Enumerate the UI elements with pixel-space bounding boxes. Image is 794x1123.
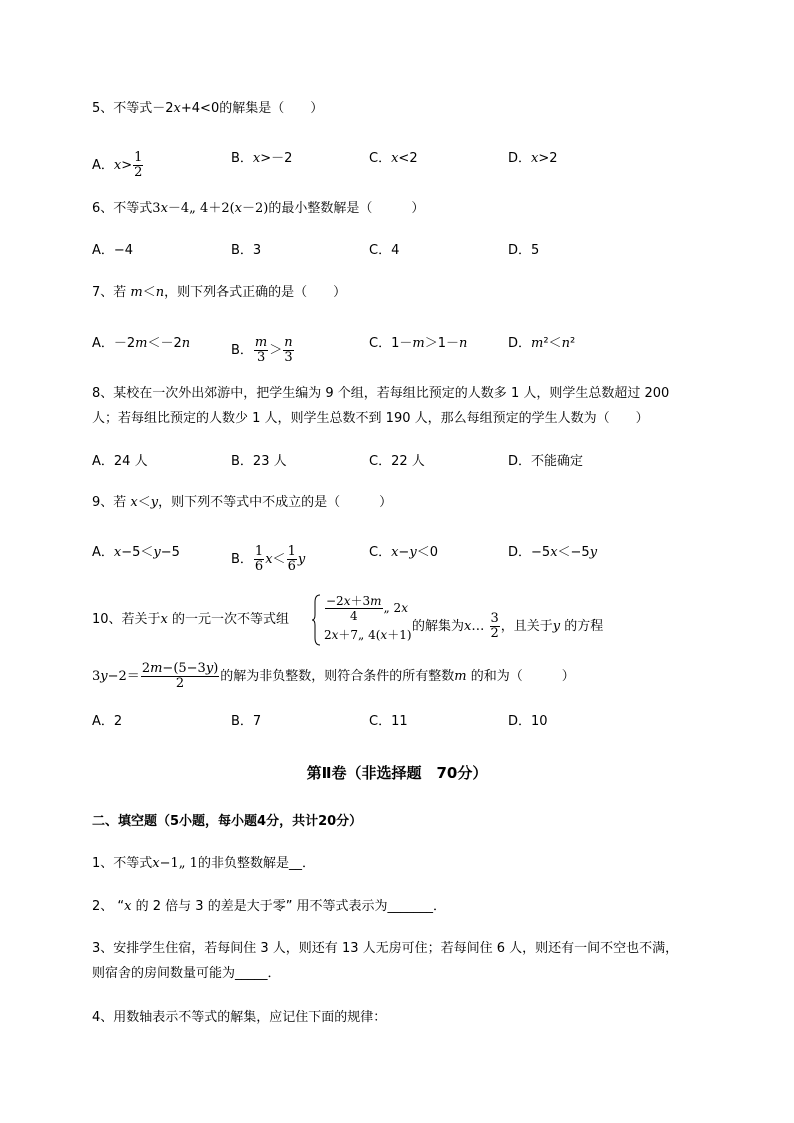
q7-option-a: A．－2m＜－2n xyxy=(92,336,191,351)
q8-stem-line1: 8、某校在一次外出郊游中，把学生编为 9 个组，若每组比预定的人数多 1 人，则学生总数超过 200 xyxy=(92,386,670,401)
fill-q4: 4、用数轴表示不等式的解集，应记住下面的规律： xyxy=(92,1010,387,1025)
q8-stem-line2: 人；若每组比预定的人数少 1 人，则学生总数不到 190 人，那么每组预定的学生人数为（ ） xyxy=(92,411,649,426)
q10-option-b: B．7 xyxy=(231,714,262,729)
fill-q3-line2: 则宿舍的房间数量可能为_____． xyxy=(92,966,281,981)
q6-option-d: D．5 xyxy=(508,243,540,258)
q8-option-a: A．24 人 xyxy=(92,454,148,469)
q10-system-row2: 2x＋7„ 4(x＋1) xyxy=(324,628,412,642)
q9-option-c: C．x−y＜0 xyxy=(369,545,438,560)
q8-option-d: D．不能确定 xyxy=(508,454,584,469)
q8-option-c: C．22 人 xyxy=(369,454,425,469)
q10-system-row1: $\frac{-2x+3m}{4}$ „ 2x xyxy=(326,594,408,623)
q10-equation-line: 3y−2＝ $\frac{2m-(5-3y)}{2}$ 的解为非负整数，则符合条件的所有整数m 的和为（ ） xyxy=(92,661,575,691)
fill-q2: 2、 “x 的 2 倍与 3 的差是大于零” 用不等式表示为_______． xyxy=(92,899,447,914)
q8-option-b: B．23 人 xyxy=(231,454,287,469)
q10-stem-post: 的解集为x… $\frac{3}{2}$ ，且关于y 的方程 xyxy=(412,611,604,641)
q7-stem: 7、若 m＜n，则下列各式正确的是（ ） xyxy=(92,285,347,300)
q5-option-b: B．x>－2 xyxy=(231,151,293,166)
q5-stem xyxy=(92,101,323,117)
q6-option-b: B．3 xyxy=(231,243,262,258)
q5-stem-text: 5、不等式－2x+4<0的解集是（ ） xyxy=(92,101,324,116)
q9-option-b: B． $\frac{1}{6}$ x＜ $\frac{1}{6}$ y xyxy=(231,544,306,574)
q6-option-a: A．−4 xyxy=(92,243,134,258)
q9-option-a: A．x−5＜y−5 xyxy=(92,545,180,560)
q7-option-d: D．m²＜n² xyxy=(508,336,576,351)
q5-option-a: A．x> $\frac{1}{2}$ xyxy=(92,150,143,180)
q7-option-b: B． $\frac{m}{3}$ ＞ $\frac{n}{3}$ xyxy=(231,335,293,365)
section-fill-in-heading: 二、填空题（5小题，每小题4分，共计20分） xyxy=(92,814,363,829)
q10-option-c: C．11 xyxy=(369,714,408,729)
q5-option-d: D．x>2 xyxy=(508,151,558,166)
q9-option-d: D．−5x＜−5y xyxy=(508,545,598,560)
q10-inequality-system xyxy=(312,594,412,646)
q9-stem: 9、若 x＜y，则下列不等式中不成立的是（ ） xyxy=(92,495,393,510)
fill-q3-line1: 3、安排学生住宿，若每间住 3 人，则还有 13 人无房可住；若每间住 6 人，则还有一间不空也不满， xyxy=(92,941,679,956)
q10-option-d: D．10 xyxy=(508,714,548,729)
brace-icon xyxy=(312,594,322,646)
q6-option-c: C．4 xyxy=(369,243,400,258)
q5-option-c: C．x<2 xyxy=(369,151,418,166)
fill-q1: 1、不等式x−1„ 1的非负整数解是__． xyxy=(92,856,315,871)
q10-option-a: A．2 xyxy=(92,714,123,729)
part-two-heading: 第Ⅱ卷（非选择题 70分） xyxy=(306,764,488,782)
q7-option-c: C．1－m＞1－n xyxy=(369,336,468,351)
q6-stem: 6、不等式3x－4„ 4＋2(x－2)的最小整数解是（ ） xyxy=(92,201,425,216)
q10-stem-pre: 10、若关于x 的一元一次不等式组 xyxy=(92,612,290,627)
